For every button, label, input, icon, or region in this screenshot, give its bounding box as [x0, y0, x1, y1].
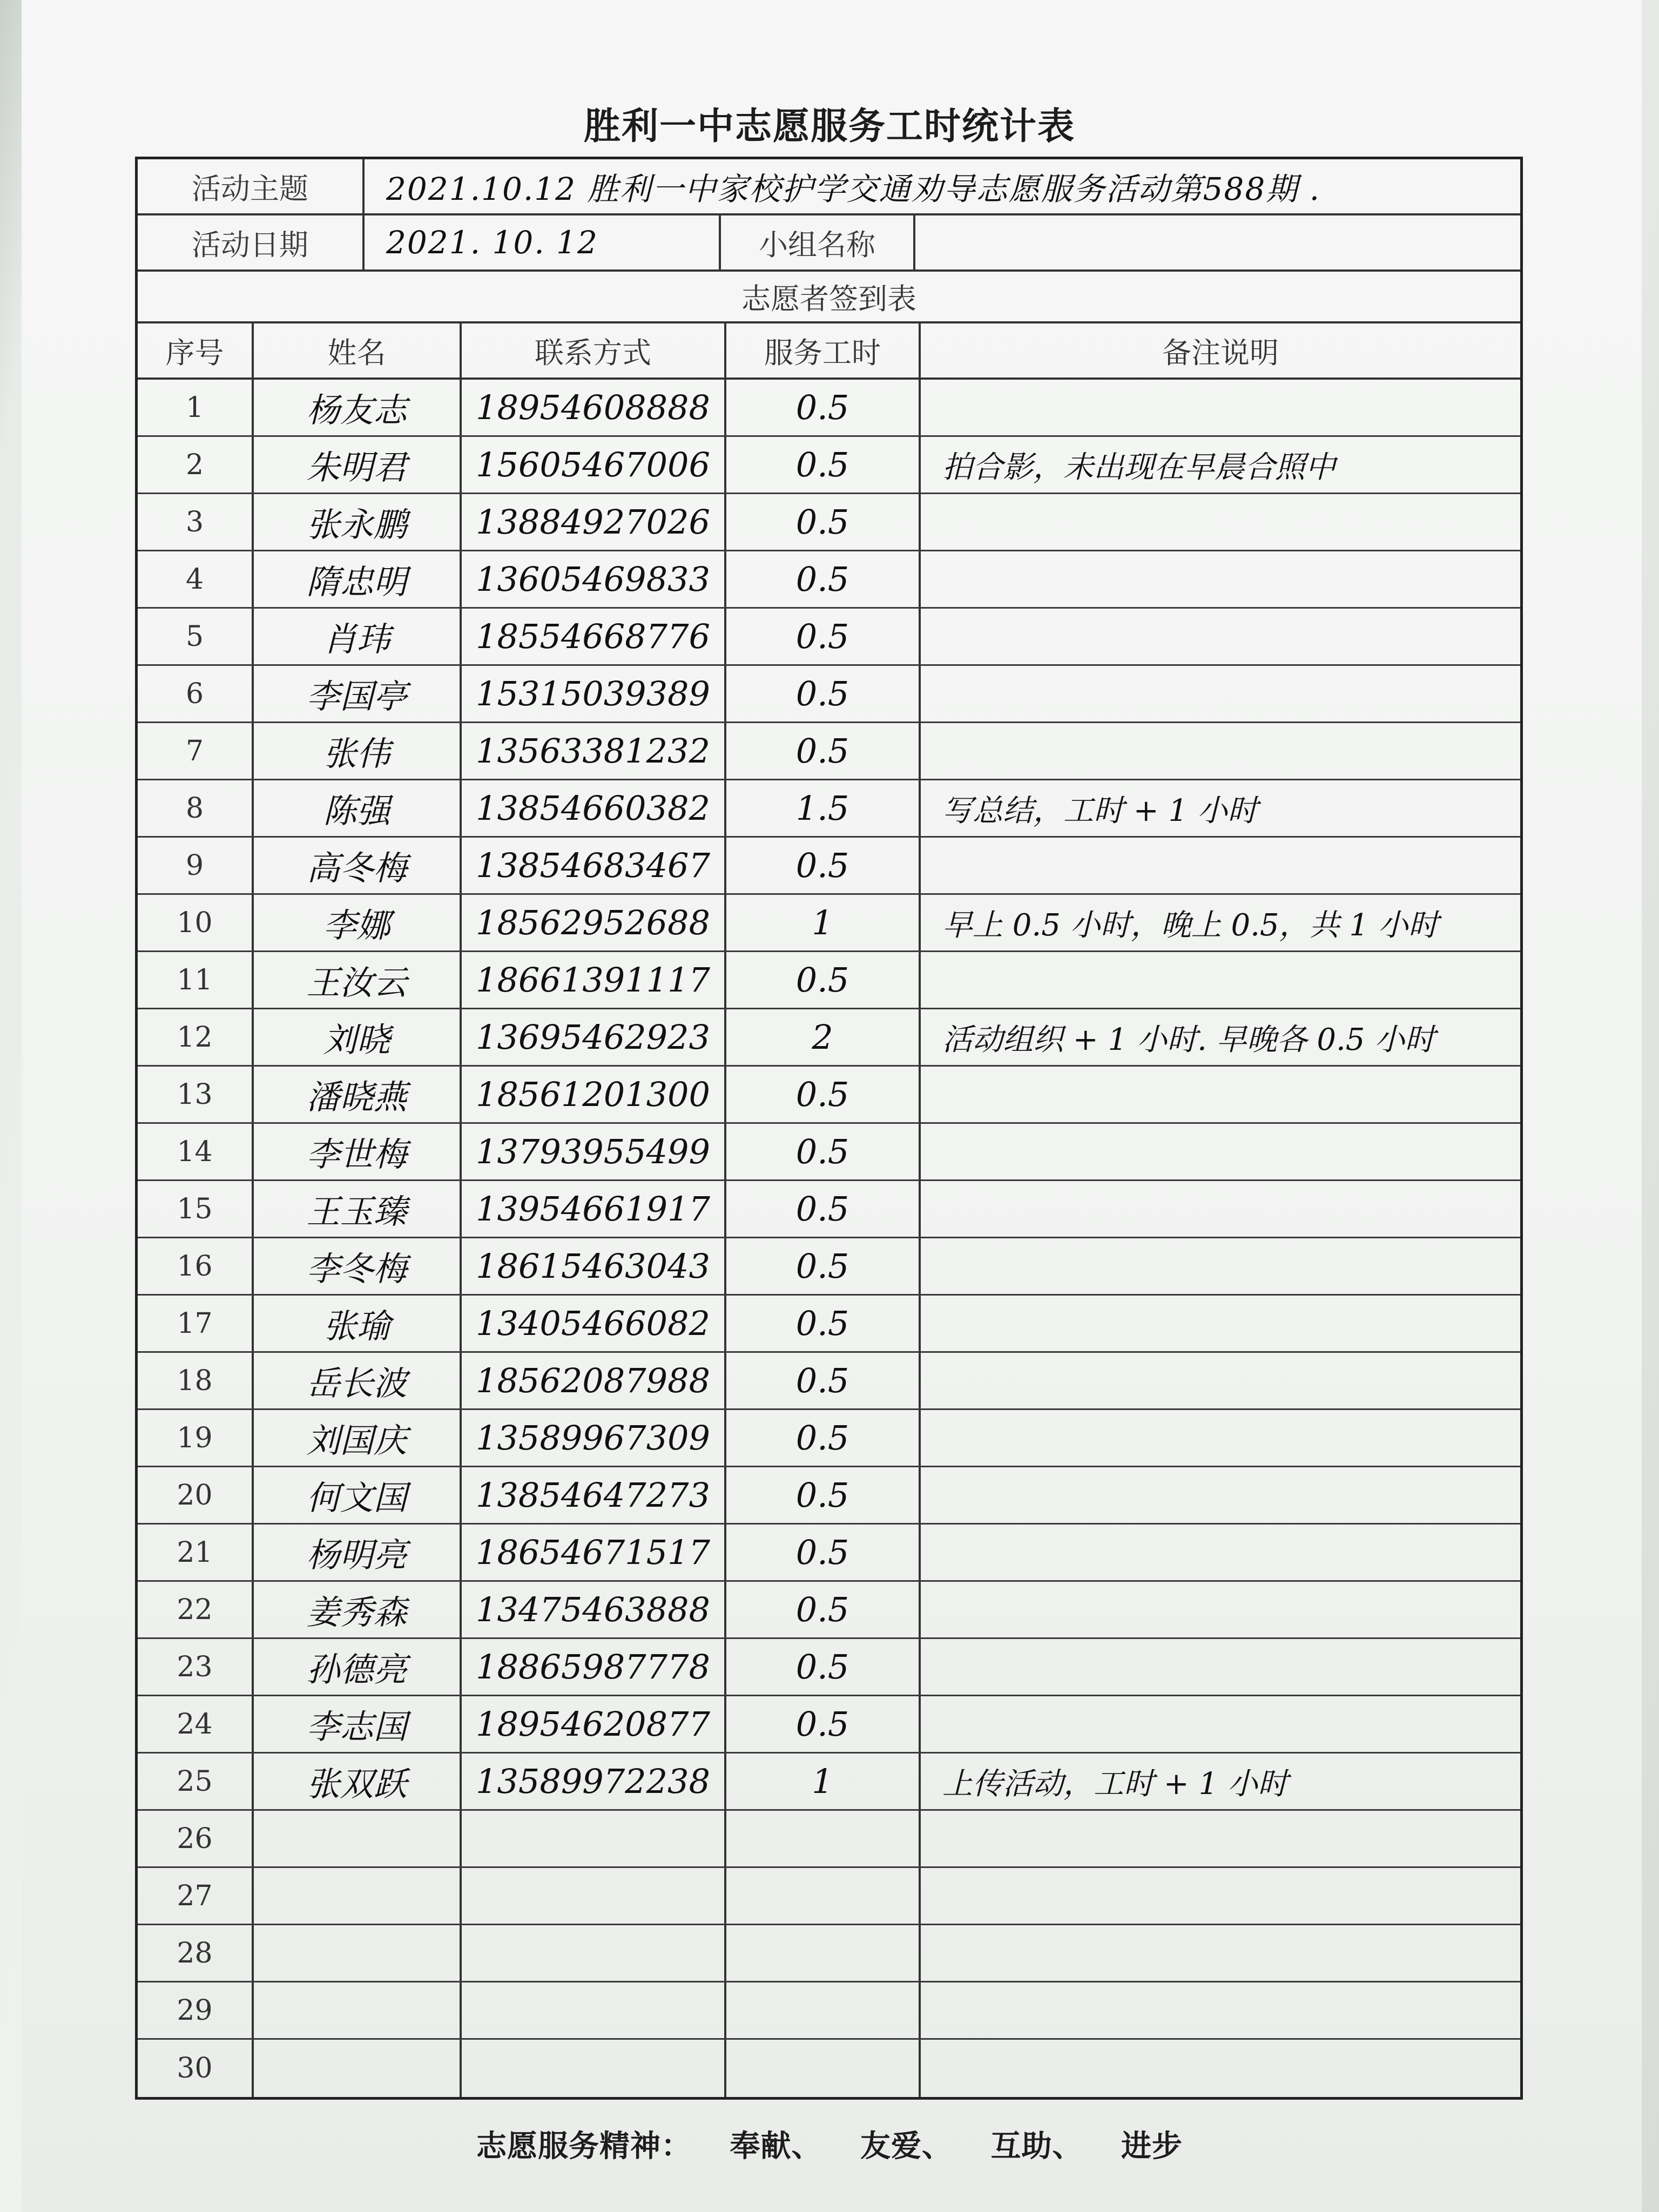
row-hours: 0.5: [726, 1067, 921, 1122]
row-name: 王玉臻: [254, 1181, 462, 1237]
row-number: 18: [138, 1353, 254, 1408]
footer-item: 进步: [1121, 2129, 1183, 2164]
table-row: [138, 1754, 1520, 1811]
row-phone: 18865987778: [462, 1639, 726, 1695]
row-hours: 0.5: [726, 551, 921, 607]
table-row: [138, 1982, 1520, 2040]
row-number: 14: [138, 1124, 254, 1179]
row-note: 活动组织 + 1 小时. 早晚各 0.5 小时: [942, 1022, 1435, 1057]
row-name: 张伟: [254, 723, 462, 779]
row-phone: 18561201300: [462, 1067, 726, 1122]
row-phone: 18661391117: [462, 952, 726, 1008]
row-name: 李国亭: [254, 666, 462, 721]
row-number: 4: [138, 551, 254, 607]
table-row: [138, 838, 1520, 895]
table-row: [138, 1696, 1520, 1754]
table-row: [138, 1582, 1520, 1639]
row-hours: 0.5: [726, 1525, 921, 1580]
table-row: [138, 1009, 1520, 1067]
row-note: [921, 1353, 1520, 1408]
theme-value: 2021.10.12 胜利一中家校护学交通劝导志愿服务活动第588期 .: [386, 171, 1321, 207]
table-row: [138, 437, 1520, 494]
form-title: 胜利一中志愿服务工时统计表: [583, 105, 1075, 148]
row-phone: 18954608888: [462, 380, 726, 435]
row-name: [254, 1982, 462, 2038]
row-note: [921, 1582, 1520, 1637]
table-row: [138, 1067, 1520, 1124]
row-number: 20: [138, 1467, 254, 1523]
table-row: [138, 1353, 1520, 1410]
row-name: 李世梅: [254, 1124, 462, 1179]
row-hours: 1.5: [726, 780, 921, 836]
row-note: [921, 494, 1520, 550]
table-row: [138, 666, 1520, 723]
row-name: 陈强: [254, 780, 462, 836]
row-phone: 18562952688: [462, 895, 726, 950]
header-note: 备注说明: [1162, 335, 1279, 370]
row-number: 3: [138, 494, 254, 550]
row-phone: 13563381232: [462, 723, 726, 779]
row-number: 13: [138, 1067, 254, 1122]
row-number: 6: [138, 666, 254, 721]
row-hours: 0.5: [726, 1467, 921, 1523]
row-note: 写总结，工时 + 1 小时: [942, 793, 1258, 828]
table-row: [138, 780, 1520, 838]
row-hours: 0.5: [726, 1181, 921, 1237]
row-note: [921, 952, 1520, 1008]
row-note: [921, 1696, 1520, 1752]
row-phone: [462, 1925, 726, 1981]
row-hours: [726, 1811, 921, 1866]
row-note: 早上 0.5 小时，晚上 0.5，共 1 小时: [942, 907, 1439, 943]
row-hours: 2: [726, 1009, 921, 1065]
row-note: 上传活动，工时 + 1 小时: [942, 1766, 1288, 1802]
table-row: [138, 2040, 1520, 2097]
row-note: [921, 1124, 1520, 1179]
row-note: [921, 2040, 1520, 2097]
row-phone: [462, 2040, 726, 2097]
row-hours: 0.5: [726, 1639, 921, 1695]
table-row: [138, 1925, 1520, 1982]
volunteer-hours-form: [135, 157, 1523, 2100]
row-number: 16: [138, 1238, 254, 1294]
row-hours: 0.5: [726, 1696, 921, 1752]
row-number: 9: [138, 838, 254, 893]
row-name: 岳长波: [254, 1353, 462, 1408]
table-row: [138, 380, 1520, 437]
row-phone: 13475463888: [462, 1582, 726, 1637]
row-number: 5: [138, 609, 254, 664]
row-name: [254, 1868, 462, 1924]
row-number: 2: [138, 437, 254, 493]
row-hours: [726, 1925, 921, 1981]
row-hours: 0.5: [726, 1582, 921, 1637]
row-name: 隋忠明: [254, 551, 462, 607]
row-note: [921, 666, 1520, 721]
row-hours: [726, 1868, 921, 1924]
row-name: 王汝云: [254, 952, 462, 1008]
row-note: [921, 723, 1520, 779]
table-row: [138, 952, 1520, 1009]
row-phone: 13884927026: [462, 494, 726, 550]
row-number: 27: [138, 1868, 254, 1924]
table-row: [138, 1868, 1520, 1925]
row-name: 肖玮: [254, 609, 462, 664]
row-phone: 15315039389: [462, 666, 726, 721]
theme-row: [138, 159, 1520, 215]
row-name: 张永鹏: [254, 494, 462, 550]
row-note: [921, 1525, 1520, 1580]
row-name: 高冬梅: [254, 838, 462, 893]
row-number: 29: [138, 1982, 254, 2038]
row-note: [921, 1868, 1520, 1924]
footer-item: 奉献、: [730, 2129, 822, 2164]
row-number: 28: [138, 1925, 254, 1981]
table-row: [138, 1811, 1520, 1868]
row-hours: 0.5: [726, 666, 921, 721]
row-hours: 0.5: [726, 1296, 921, 1351]
row-name: 何文国: [254, 1467, 462, 1523]
row-note: [921, 380, 1520, 435]
row-note: [921, 551, 1520, 607]
row-phone: 13854660382: [462, 780, 726, 836]
row-name: 杨友志: [254, 380, 462, 435]
table-row: [138, 1525, 1520, 1582]
row-hours: 0.5: [726, 380, 921, 435]
table-row: [138, 551, 1520, 609]
row-hours: 0.5: [726, 723, 921, 779]
row-name: 张瑜: [254, 1296, 462, 1351]
row-name: [254, 1811, 462, 1866]
header-hours: 服务工时: [726, 323, 921, 377]
table-row: [138, 723, 1520, 780]
group-value: [915, 215, 1520, 269]
header-phone: 联系方式: [462, 323, 726, 377]
row-name: 孙德亮: [254, 1639, 462, 1695]
row-number: 22: [138, 1582, 254, 1637]
row-phone: 18562087988: [462, 1353, 726, 1408]
row-name: 李志国: [254, 1696, 462, 1752]
row-note: [921, 1467, 1520, 1523]
table-body: [138, 380, 1520, 2097]
date-value: 2021. 10. 12: [365, 215, 721, 269]
row-hours: 0.5: [726, 1124, 921, 1179]
row-name: [254, 1925, 462, 1981]
row-note: [921, 1982, 1520, 2038]
header-name: 姓名: [254, 323, 462, 377]
row-note: [921, 1296, 1520, 1351]
row-name: 李冬梅: [254, 1238, 462, 1294]
date-label: 活动日期: [138, 215, 365, 269]
row-number: 1: [138, 380, 254, 435]
row-phone: 15605467006: [462, 437, 726, 493]
row-hours: 0.5: [726, 1353, 921, 1408]
footer-item: 互助、: [990, 2129, 1083, 2164]
row-phone: 13405466082: [462, 1296, 726, 1351]
row-note: [921, 838, 1520, 893]
row-note: [921, 1067, 1520, 1122]
row-phone: [462, 1811, 726, 1866]
row-hours: 0.5: [726, 494, 921, 550]
row-number: 17: [138, 1296, 254, 1351]
footer-label: 志愿服务精神：: [476, 2129, 692, 2164]
section-title: 志愿者签到表: [138, 272, 1520, 323]
footer-motto: [0, 2122, 1659, 2166]
table-row: [138, 1296, 1520, 1353]
row-name: 刘晓: [254, 1009, 462, 1065]
row-name: 姜秀森: [254, 1582, 462, 1637]
row-phone: [462, 1982, 726, 2038]
row-number: 25: [138, 1754, 254, 1809]
row-name: 杨明亮: [254, 1525, 462, 1580]
row-phone: 18954620877: [462, 1696, 726, 1752]
row-name: 李娜: [254, 895, 462, 950]
row-number: 19: [138, 1410, 254, 1466]
row-phone: 13589972238: [462, 1754, 726, 1809]
row-phone: 18654671517: [462, 1525, 726, 1580]
row-phone: 18615463043: [462, 1238, 726, 1294]
table-row: [138, 1181, 1520, 1238]
row-hours: 1: [726, 1754, 921, 1809]
row-hours: 0.5: [726, 1410, 921, 1466]
table-row: [138, 609, 1520, 666]
row-number: 7: [138, 723, 254, 779]
table-row: [138, 1410, 1520, 1467]
row-phone: 13954661917: [462, 1181, 726, 1237]
row-note: [921, 1181, 1520, 1237]
row-hours: 1: [726, 895, 921, 950]
row-hours: 0.5: [726, 437, 921, 493]
row-name: 朱明君: [254, 437, 462, 493]
row-number: 12: [138, 1009, 254, 1065]
date-row: [138, 215, 1520, 272]
table-row: [138, 1124, 1520, 1181]
row-number: 10: [138, 895, 254, 950]
row-name: 潘晓燕: [254, 1067, 462, 1122]
header-no: 序号: [138, 323, 254, 377]
row-number: 24: [138, 1696, 254, 1752]
row-number: 11: [138, 952, 254, 1008]
row-phone: 13589967309: [462, 1410, 726, 1466]
row-phone: [462, 1868, 726, 1924]
table-row: [138, 494, 1520, 551]
row-note: 拍合影，未出现在早晨合照中: [942, 449, 1336, 485]
footer-item: 友爱、: [860, 2129, 953, 2164]
group-label: 小组名称: [721, 215, 915, 269]
table-row: [138, 1238, 1520, 1296]
row-phone: 18554668776: [462, 609, 726, 664]
table-row: [138, 895, 1520, 952]
row-phone: 13854683467: [462, 838, 726, 893]
row-number: 15: [138, 1181, 254, 1237]
row-phone: 13854647273: [462, 1467, 726, 1523]
row-note: [921, 609, 1520, 664]
row-number: 30: [138, 2040, 254, 2097]
row-hours: [726, 1982, 921, 2038]
table-header: [138, 323, 1520, 380]
row-hours: 0.5: [726, 1238, 921, 1294]
row-note: [921, 1811, 1520, 1866]
table-row: [138, 1639, 1520, 1696]
row-number: 23: [138, 1639, 254, 1695]
row-hours: 0.5: [726, 609, 921, 664]
row-number: 21: [138, 1525, 254, 1580]
row-phone: 13695462923: [462, 1009, 726, 1065]
row-phone: 13605469833: [462, 551, 726, 607]
row-hours: 0.5: [726, 952, 921, 1008]
theme-label: 活动主题: [138, 159, 365, 213]
row-number: 26: [138, 1811, 254, 1866]
row-note: [921, 1238, 1520, 1294]
row-phone: 13793955499: [462, 1124, 726, 1179]
row-note: [921, 1639, 1520, 1695]
table-row: [138, 1467, 1520, 1525]
row-number: 8: [138, 780, 254, 836]
row-hours: 0.5: [726, 838, 921, 893]
row-name: 刘国庆: [254, 1410, 462, 1466]
row-hours: [726, 2040, 921, 2097]
row-note: [921, 1925, 1520, 1981]
row-name: [254, 2040, 462, 2097]
row-name: 张双跃: [254, 1754, 462, 1809]
row-note: [921, 1410, 1520, 1466]
